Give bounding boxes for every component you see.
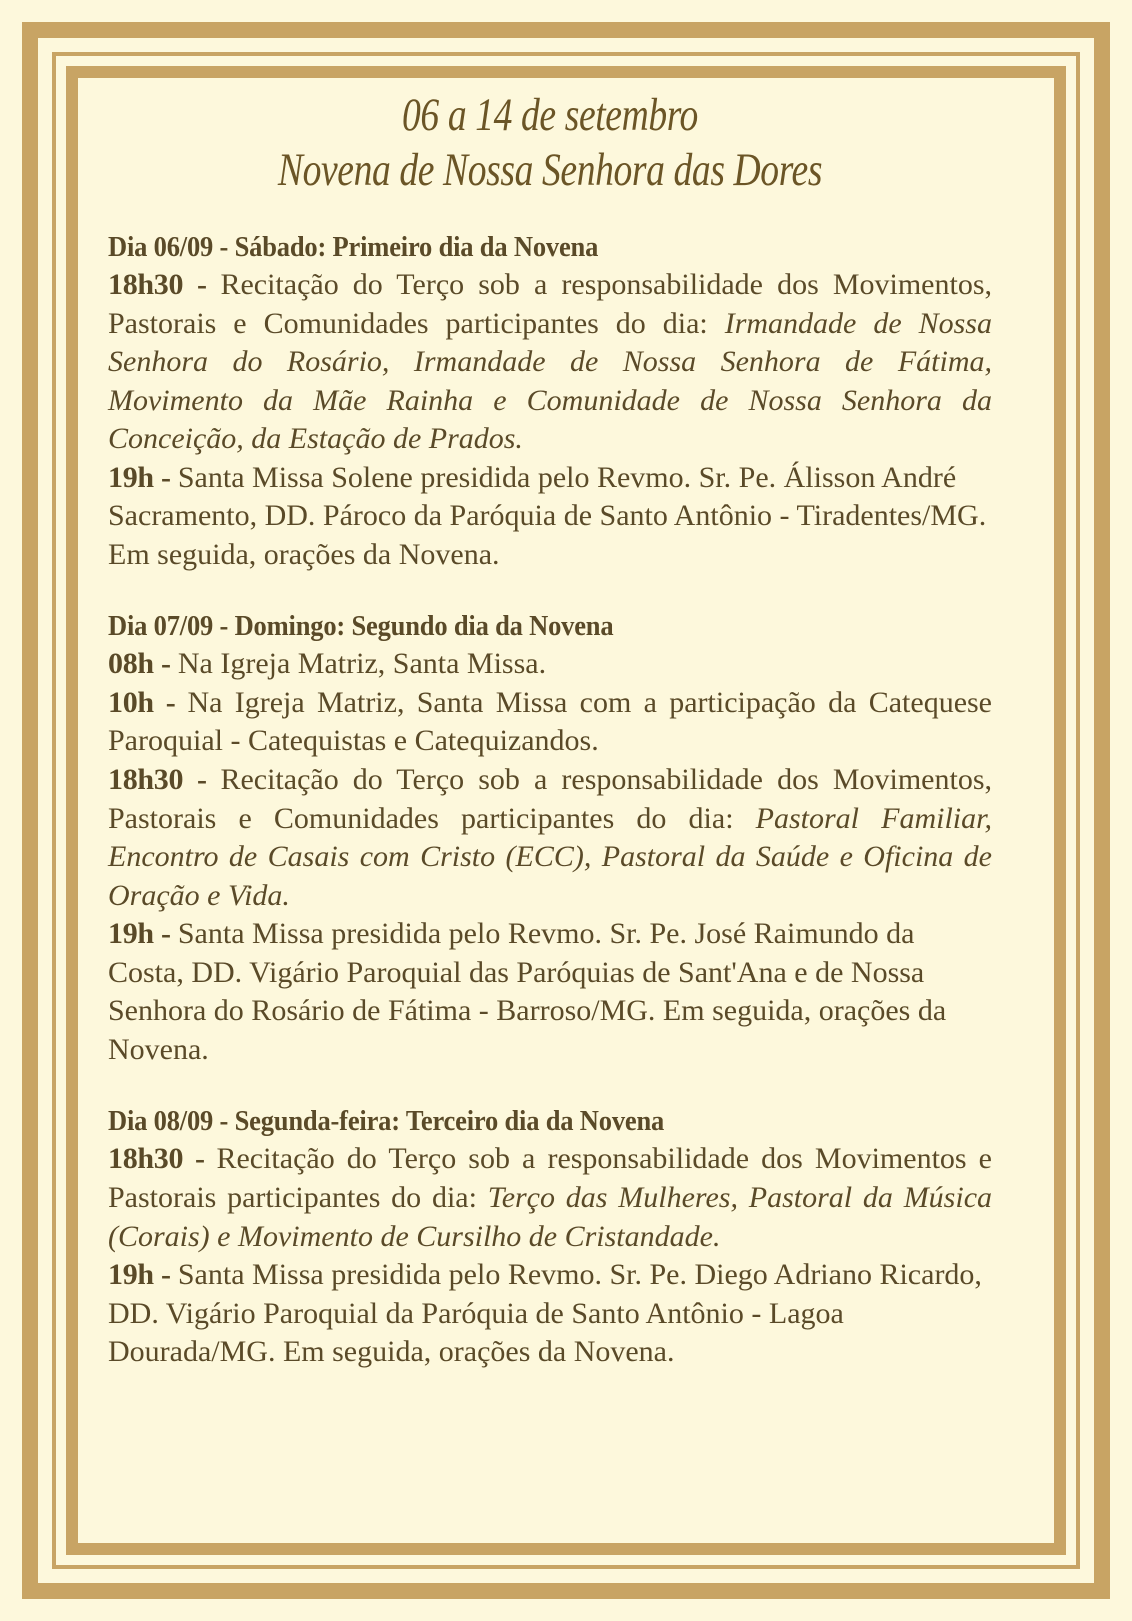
entry-text: Santa Missa presidida pelo Revmo. Sr. Pe. José Raimundo da Costa, DD. Vigário Paroquial das Paróquias de Sant'Ana e de Nossa Senhora do Rosário de Fátima - Barroso/MG. Em seguida, orações da Novena. bbox=[108, 917, 947, 1066]
poster-title bbox=[108, 88, 992, 199]
poster-content bbox=[108, 88, 992, 1372]
entry-text: Santa Missa presidida pelo Revmo. Sr. Pe. Diego Adriano Ricardo, DD. Vigário Paroquial da Paróquia de Santo Antônio - Lagoa Dourada/MG. Em seguida, orações da Novena. bbox=[108, 1258, 982, 1369]
entry-time: 10h - bbox=[108, 685, 188, 719]
entry-time: 18h30 - bbox=[108, 763, 221, 797]
entry-text: Recitação do Terço sob a responsabilidade dos Movimentos, Pastorais e Comunidades participantes do dia: bbox=[108, 763, 992, 835]
schedule-entry bbox=[108, 645, 992, 684]
entry-text: Recitação do Terço sob a responsabilidade dos Movimentos, Pastorais e Comunidades participantes do dia: bbox=[108, 267, 992, 340]
entry-time: 18h30 - bbox=[108, 1142, 217, 1176]
entry-time: 19h - bbox=[108, 917, 178, 951]
schedule-entry bbox=[108, 459, 992, 575]
entry-time: 19h - bbox=[108, 1258, 178, 1292]
novena-schedule bbox=[108, 229, 992, 1372]
entry-participant-groups: Pastoral Familiar, Encontro de Casais com Cristo (ECC), Pastoral da Saúde e Oficina de Oração e Vida. bbox=[108, 801, 992, 912]
entry-time: 08h - bbox=[108, 647, 178, 681]
schedule-entry bbox=[108, 761, 992, 915]
entry-time: 19h - bbox=[108, 460, 178, 494]
day-heading: Dia 07/09 - Domingo: Segundo dia da Novena bbox=[108, 611, 614, 643]
entry-text: Santa Missa Solene presidida pelo Revmo. Sr. Pe. Álisson André Sacramento, DD. Pároco da Paróquia de Santo Antônio - Tiradentes/MG. Em seguida, orações da Novena. bbox=[108, 460, 987, 571]
day-section bbox=[108, 229, 992, 574]
schedule-entry bbox=[108, 1140, 992, 1256]
entry-text: Na Igreja Matriz, Santa Missa com a participação da Catequese Paroquial - Catequistas e Catequizandos. bbox=[108, 685, 992, 758]
entry-participant-groups: Irmandade de Nossa Senhora do Rosário, Irmandade de Nossa Senhora de Fátima, Movimento da Mãe Rainha e Comunidade de Nossa Senhora da Conceição, da Estação de Prados. bbox=[108, 306, 992, 456]
schedule-entry bbox=[108, 915, 992, 1069]
entry-text: Recitação do Terço sob a responsabilidade dos Movimentos e Pastorais participantes do dia: bbox=[108, 1142, 992, 1214]
entry-text: Na Igreja Matriz, Santa Missa. bbox=[177, 647, 547, 681]
day-section bbox=[108, 608, 992, 1069]
day-heading: Dia 06/09 - Sábado: Primeiro dia da Novena bbox=[108, 231, 599, 263]
title-event-name: Novena de Nossa Senhora das Dores bbox=[277, 144, 823, 197]
schedule-entry bbox=[108, 266, 992, 459]
title-date-range: 06 a 14 de setembro bbox=[402, 89, 698, 141]
schedule-entry bbox=[108, 684, 992, 761]
entry-time: 18h30 - bbox=[108, 267, 221, 301]
schedule-entry bbox=[108, 1256, 992, 1372]
day-heading: Dia 08/09 - Segunda-feira: Terceiro dia da Novena bbox=[108, 1106, 665, 1138]
entry-participant-groups: Terço das Mulheres, Pastoral da Música (Corais) e Movimento de Cursilho de Cristandade. bbox=[108, 1180, 993, 1253]
day-section bbox=[108, 1103, 992, 1371]
